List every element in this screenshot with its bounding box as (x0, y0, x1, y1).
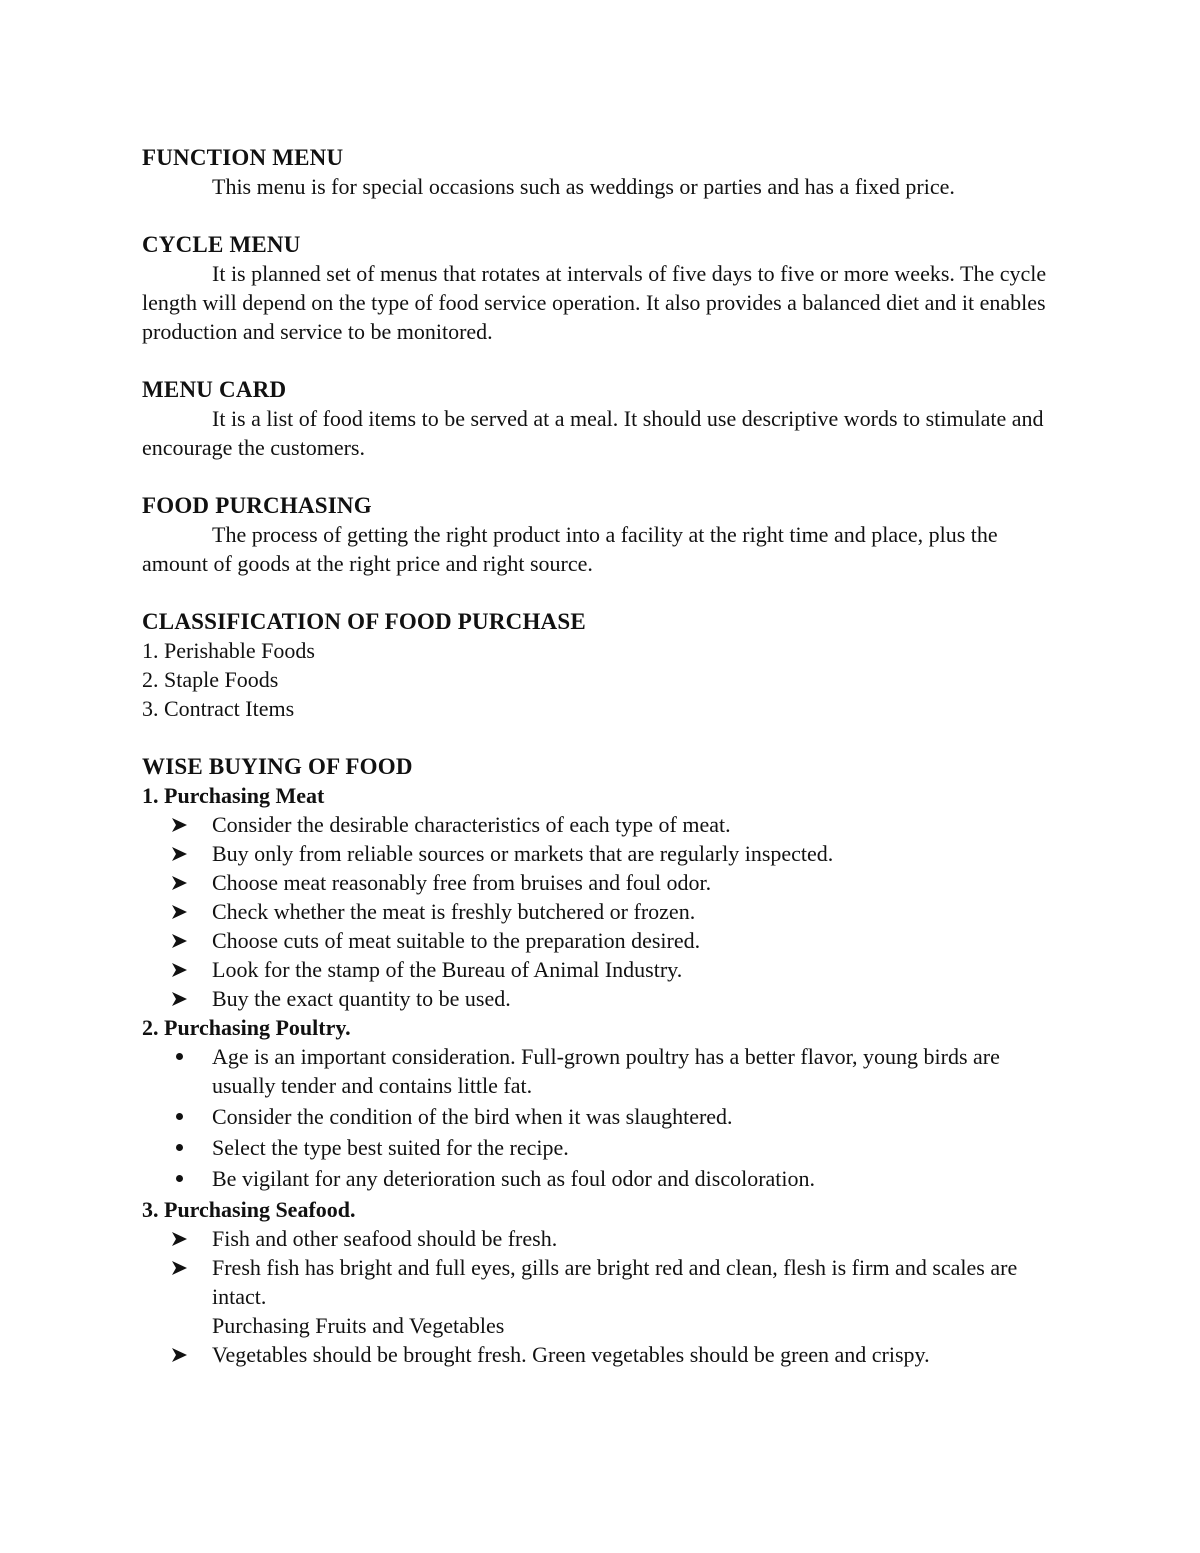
list-item: 2. Staple Foods (142, 667, 279, 692)
section-food-purchasing (142, 491, 1062, 578)
section-menu-card (142, 375, 1062, 462)
arrow-bullet-icon (172, 984, 202, 1006)
subsection-title-seafood: 3. Purchasing Seafood. (142, 1197, 356, 1222)
arrow-bullet-icon (172, 839, 202, 861)
arrow-bullet-icon (172, 810, 202, 832)
list-item: 1. Perishable Foods (142, 638, 315, 663)
list-item: Be vigilant for any deterioration such as foul odor and discoloration. (142, 1164, 1062, 1193)
section-cycle-menu (142, 230, 1062, 346)
arrow-bullet-icon (172, 1340, 202, 1362)
list-item: Age is an important consideration. Full-grown poultry has a better flavor, young birds are usually tender and contains little fat. (142, 1042, 1062, 1100)
section-heading: WISE BUYING OF FOOD (142, 754, 413, 779)
list-item: Choose meat reasonably free from bruises and foul odor. (142, 868, 1062, 897)
arrow-bullet-icon (172, 897, 202, 919)
list-item: Buy only from reliable sources or markets that are regularly inspected. (142, 839, 1062, 868)
section-heading: CYCLE MENU (142, 232, 301, 257)
list-item: Fresh fish has bright and full eyes, gills are bright red and clean, flesh is firm and scales are intact. (142, 1253, 1062, 1311)
section-paragraph: It is planned set of menus that rotates at intervals of five days to five or more weeks. The cycle length will depend on the type of food service operation. It also provides a balanced diet and it enables production and service to be monitored. (142, 261, 1047, 344)
section-heading: FOOD PURCHASING (142, 493, 372, 518)
section-heading: CLASSIFICATION OF FOOD PURCHASE (142, 609, 586, 634)
vegetables-list (142, 1340, 1062, 1369)
section-heading: FUNCTION MENU (142, 145, 344, 170)
fruits-vegetables-line: Purchasing Fruits and Vegetables (212, 1313, 505, 1338)
list-item: Vegetables should be brought fresh. Green vegetables should be green and crispy. (142, 1340, 1062, 1369)
arrow-bullet-icon (172, 955, 202, 977)
section-function-menu (142, 143, 1062, 201)
list-item: Select the type best suited for the recipe. (142, 1133, 1062, 1162)
dot-bullet-icon (172, 1164, 202, 1182)
arrow-bullet-icon (172, 1253, 202, 1275)
list-item: Fish and other seafood should be fresh. (142, 1224, 1062, 1253)
dot-bullet-icon (172, 1042, 202, 1060)
list-item: Buy the exact quantity to be used. (142, 984, 1062, 1013)
seafood-list (142, 1224, 1062, 1311)
arrow-bullet-icon (172, 868, 202, 890)
list-item: Consider the desirable characteristics of each type of meat. (142, 810, 1062, 839)
subsection-title-poultry: 2. Purchasing Poultry. (142, 1015, 351, 1040)
dot-bullet-icon (172, 1102, 202, 1120)
arrow-bullet-icon (172, 1224, 202, 1246)
dot-bullet-icon (172, 1133, 202, 1151)
section-heading: MENU CARD (142, 377, 287, 402)
section-classification (142, 607, 1062, 723)
list-item: Choose cuts of meat suitable to the preparation desired. (142, 926, 1062, 955)
list-item: Look for the stamp of the Bureau of Animal Industry. (142, 955, 1062, 984)
poultry-list (142, 1042, 1062, 1193)
arrow-bullet-icon (172, 926, 202, 948)
list-item: Check whether the meat is freshly butchered or frozen. (142, 897, 1062, 926)
section-paragraph: It is a list of food items to be served at a meal. It should use descriptive words to stimulate and encourage the customers. (142, 406, 1044, 460)
list-item: 3. Contract Items (142, 696, 295, 721)
list-item: Consider the condition of the bird when it was slaughtered. (142, 1102, 1062, 1131)
document-body (142, 143, 1062, 1369)
section-wise-buying (142, 752, 1062, 1369)
subsection-title-meat: 1. Purchasing Meat (142, 783, 325, 808)
section-paragraph: The process of getting the right product into a facility at the right time and place, plus the amount of goods at the right price and right source. (142, 522, 998, 576)
meat-list (142, 810, 1062, 1013)
section-paragraph: This menu is for special occasions such as weddings or parties and has a fixed price. (212, 174, 955, 199)
